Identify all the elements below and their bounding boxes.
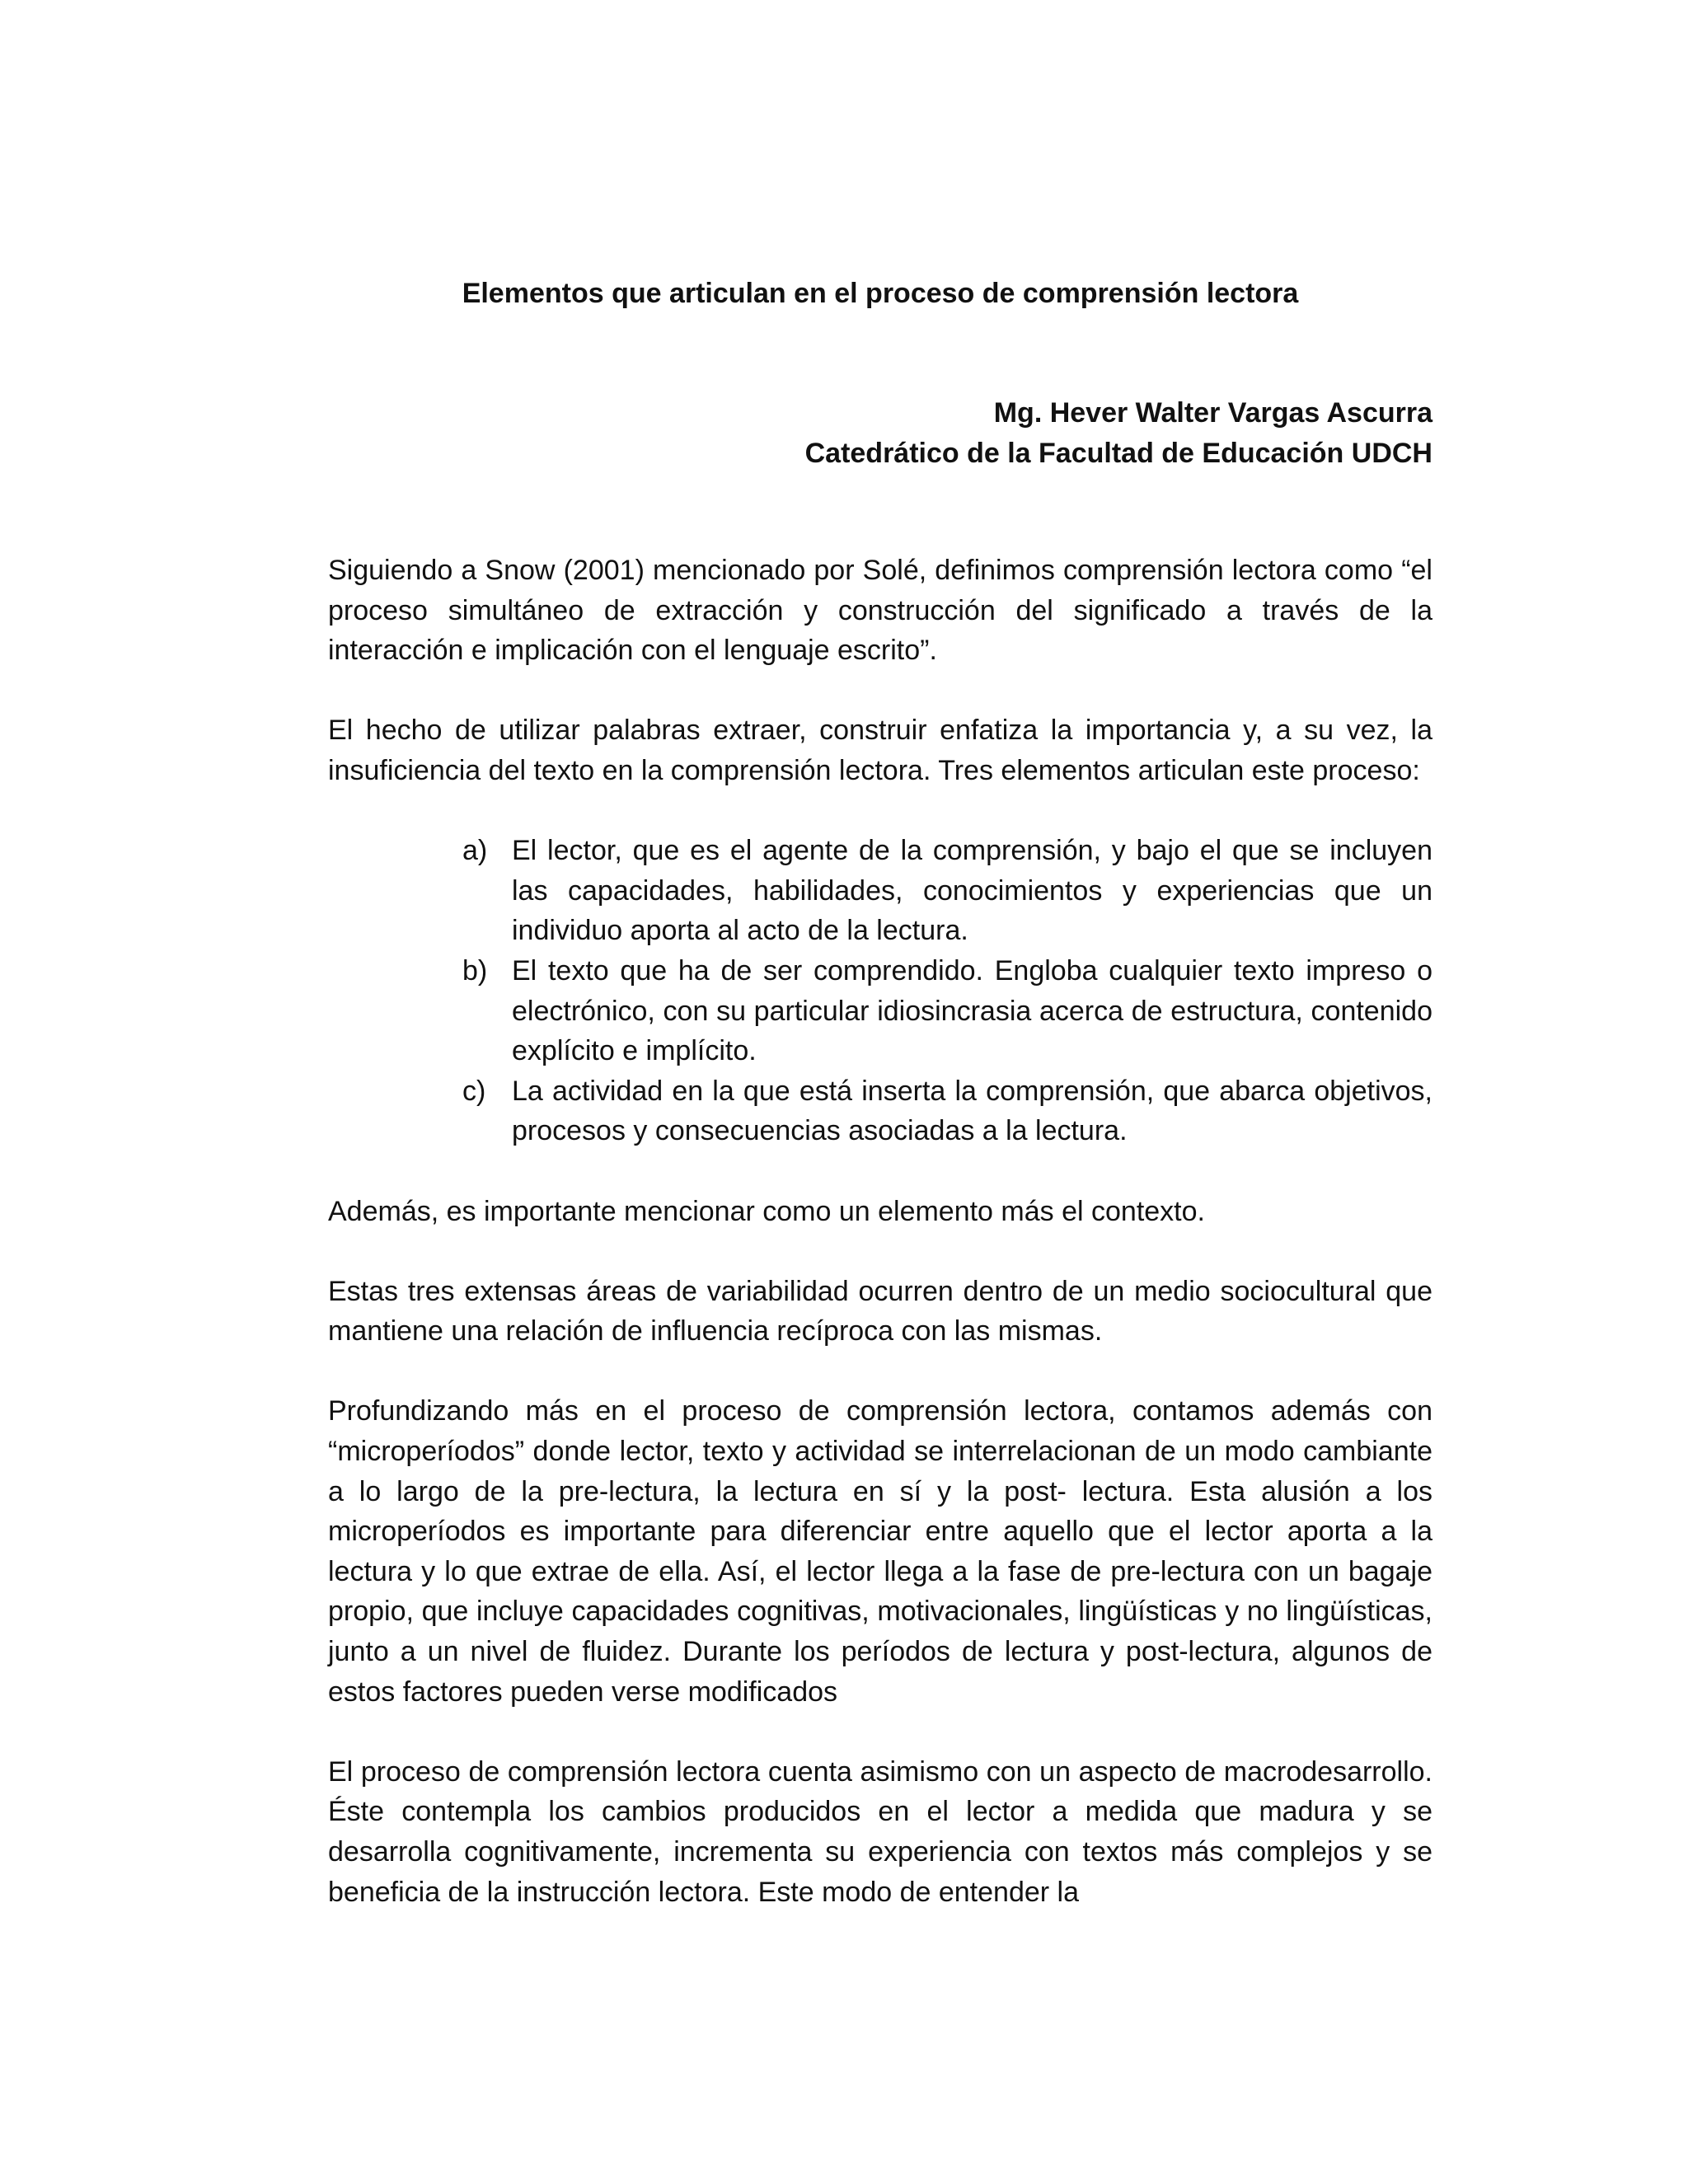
list-item <box>462 1071 1432 1151</box>
author-position: Catedrático de la Facultad de Educación UDCH <box>804 438 1432 469</box>
list-item-text: El texto que ha de ser comprendido. Engloba cualquier texto impreso o electrónico, con su particular idiosincrasia acerca de estructura, contenido explícito e implícito. <box>512 954 1432 1067</box>
paragraph-microperiods: Profundizando más en el proceso de comprensión lectora, contamos además con “microperíodos” donde lector, texto y actividad se interrelacionan de un modo cambiante a lo largo de la pre-lectura, la lectura en sí y la post- lectura. Esta alusión a los microperíodos es importante para diferenciar entre aquello que el lector aporta a la lectura y lo que extrae de ella. Así, el lector llega a la fase de pre-lectura con un bagaje propio, que incluye capacidades cognitivas, motivacionales, lingüísticas y no lingüísticas, junto a un nivel de fluidez. Durante los períodos de lectura y post-lectura, algunos de estos factores pueden verse modificados <box>328 1395 1432 1708</box>
list-item <box>462 831 1432 951</box>
elements-list <box>328 831 1432 1151</box>
document-title: Elementos que articulan en el proceso de comprensión lectora <box>462 278 1299 309</box>
list-marker: c) <box>462 1075 486 1107</box>
list-marker: a) <box>462 835 488 867</box>
author-name: Mg. Hever Walter Vargas Ascurra <box>993 397 1432 429</box>
author-block <box>805 393 1432 474</box>
list-item-text: La actividad en la que está inserta la comprensión, que abarca objetivos, procesos y consecuencias asociadas a la lectura. <box>512 1075 1432 1147</box>
paragraph-definition: Siguiendo a Snow (2001) mencionado por Solé, definimos comprensión lectora como “el proceso simultáneo de extracción y construcción del significado a través de la interacción e implicación con el lenguaje escrito”. <box>328 555 1432 667</box>
list-item-text: El lector, que es el agente de la comprensión, y bajo el que se incluyen las capacidades, habilidades, conocimientos y experiencias que un individuo aporta al acto de la lectura. <box>512 835 1432 947</box>
list-item <box>462 951 1432 1071</box>
paragraph-context: Además, es importante mencionar como un elemento más el contexto. <box>328 1195 1205 1227</box>
paragraph-macrodevelopment: El proceso de comprensión lectora cuenta asimismo con un aspecto de macrodesarrollo. Éste contempla los cambios producidos en el lector a medida que madura y se desarrolla cognitivamente, incrementa su experiencia con textos más complejos y se beneficia de la instrucción lectora. Este modo de entender la <box>328 1755 1432 1908</box>
document-body <box>328 551 1432 1952</box>
list-marker: b) <box>462 954 488 987</box>
paragraph-elements-intro: El hecho de utilizar palabras extraer, construir enfatiza la importancia y, a su vez, la insuficiencia del texto en la comprensión lectora. Tres elementos articulan este proceso: <box>328 715 1432 786</box>
paragraph-sociocultural: Estas tres extensas áreas de variabilidad ocurren dentro de un medio sociocultural que mantiene una relación de influencia recíproca con las mismas. <box>328 1275 1432 1347</box>
